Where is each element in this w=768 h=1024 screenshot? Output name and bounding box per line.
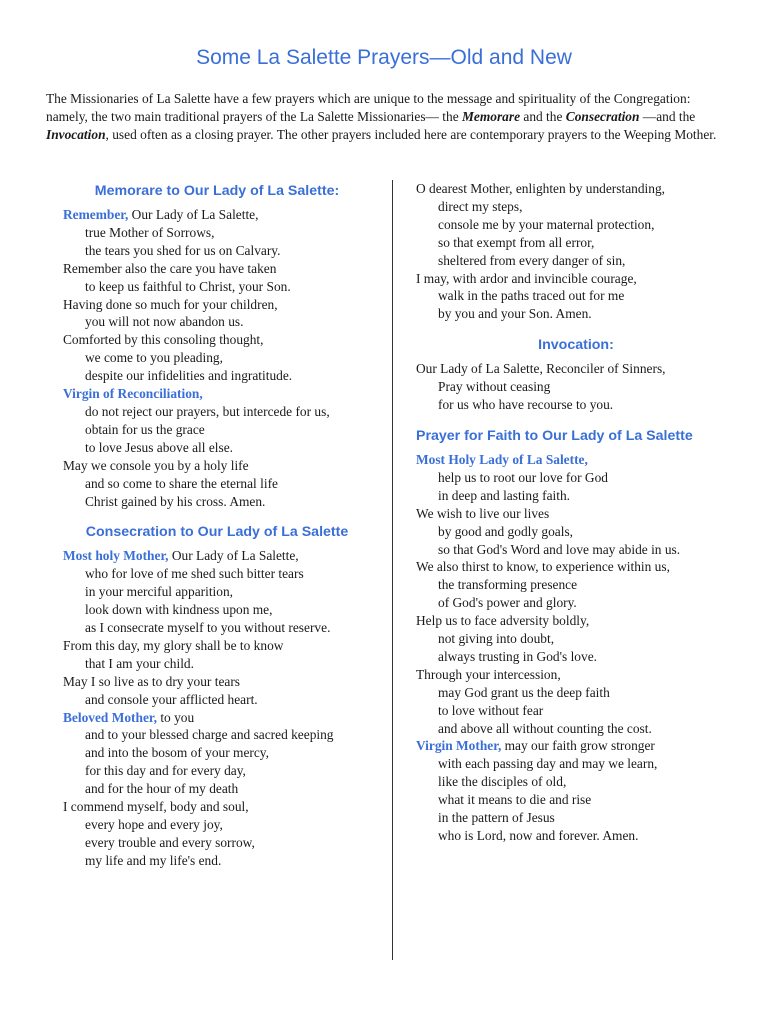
prayer-line: I may, with ardor and invincible courage, [416, 270, 637, 286]
prayer-line: to keep us faithful to Christ, your Son. [85, 278, 291, 294]
prayer-line: what it means to die and rise [438, 792, 592, 808]
prayer-line: O dearest Mother, enlighten by understanding, [416, 181, 665, 196]
invocation-prayer [416, 360, 736, 414]
intro-invocation-term: Invocation [46, 127, 106, 142]
prayer-line: direct my steps, [438, 198, 523, 214]
prayer-text: may our faith grow stronger [501, 738, 655, 754]
prayer-line: we come to you pleading, [85, 350, 223, 366]
prayer-line: you will not now abandon us. [85, 314, 244, 330]
prayer-line: may God grant us the deep faith [438, 684, 610, 700]
intro-text: , used often as a closing prayer. The other prayers included here are contemporary prayers to the Weeping Mother. [105, 127, 717, 142]
prayer-line [416, 737, 736, 755]
faith-prayer [416, 451, 736, 845]
prayer-line: by good and godly goals, [438, 523, 574, 539]
column-divider [392, 180, 393, 960]
page-title: Some La Salette Prayers—Old and New [196, 46, 572, 69]
prayer-line: in your merciful apparition, [85, 584, 233, 600]
prayer-line [63, 709, 381, 727]
prayer-line: the transforming presence [438, 577, 578, 593]
prayer-line: for us who have recourse to you. [438, 397, 614, 413]
prayer-line: console me by your maternal protection, [438, 216, 655, 232]
prayer-line: Comforted by this consoling thought, [63, 332, 264, 348]
prayer-line: every hope and every joy, [85, 817, 223, 832]
right-column [416, 176, 736, 845]
prayer-line: the tears you shed for us on Calvary. [85, 242, 281, 258]
prayer-line: We also thirst to know, to experience within us, [416, 559, 670, 575]
consecration-prayer-part2 [416, 176, 736, 323]
prayer-lead: Virgin Mother, [416, 738, 502, 754]
consecration-prayer-part1 [63, 547, 381, 869]
prayer-line: as I consecrate myself to you without reserve. [85, 620, 331, 636]
prayer-line: sheltered from every danger of sin, [438, 252, 626, 268]
prayer-line: and so come to share the eternal life [85, 475, 278, 491]
prayer-line: who for love of me shed such bitter tears [85, 566, 304, 582]
prayer-line [63, 385, 381, 403]
prayer-line: not giving into doubt, [438, 631, 555, 647]
invocation-heading: Invocation: [538, 337, 614, 354]
prayer-line: so that God's Word and love may abide in us. [438, 541, 681, 557]
prayer-line: despite our infidelities and ingratitude. [85, 368, 293, 384]
memorare-heading: Memorare to Our Lady of La Salette: [94, 183, 340, 199]
prayer-line: Having done so much for your children, [63, 296, 278, 312]
intro-text: The Missionaries of La Salette have a few prayers which are unique to the message and spirituality of the Congregation: namely, the two main traditional prayers of the La Salette Missionaries— the [46, 91, 691, 124]
prayer-line: who is Lord, now and forever. Amen. [438, 828, 639, 843]
left-column [63, 176, 381, 870]
prayer-line: by you and your Son. Amen. [438, 306, 592, 322]
prayer-lead: Virgin of Reconciliation, [63, 386, 203, 402]
prayer-line: true Mother of Sorrows, [85, 224, 215, 240]
prayer-line: Help us to face adversity boldly, [416, 613, 590, 629]
prayer-lead: Beloved Mother, [63, 709, 157, 725]
prayer-line: every trouble and every sorrow, [85, 834, 255, 850]
intro-paragraph [46, 90, 726, 144]
prayer-line: Our Lady of La Salette, Reconciler of Sinners, [416, 361, 666, 377]
intro-consecration-term: Consecration [565, 109, 640, 124]
prayer-line: my life and my life's end. [85, 852, 222, 868]
faith-prayer-heading: Prayer for Faith to Our Lady of La Salette [416, 427, 693, 444]
prayer-line: Remember also the care you have taken [63, 260, 277, 276]
prayer-line: look down with kindness upon me, [85, 602, 273, 618]
prayer-line: We wish to live our lives [416, 505, 550, 521]
prayer-line: Pray without ceasing [438, 379, 551, 395]
consecration-heading: Consecration to Our Lady of La Salette [85, 524, 349, 541]
prayer-line: I commend myself, body and soul, [63, 799, 249, 815]
prayer-line [63, 206, 381, 224]
prayer-text: Our Lady of La Salette, [128, 207, 259, 222]
prayer-line: Christ gained by his cross. Amen. [85, 493, 266, 509]
prayer-line: to love Jesus above all else. [85, 439, 234, 455]
prayer-line: always trusting in God's love. [438, 648, 597, 664]
prayer-line: and above all without counting the cost. [438, 720, 652, 736]
prayer-line: help us to root our love for God [438, 469, 608, 485]
memorare-prayer [63, 206, 381, 510]
prayer-line: walk in the paths traced out for me [438, 288, 625, 304]
prayer-line: for this day and for every day, [85, 763, 246, 779]
prayer-lead: Most Holy Lady of La Salette, [416, 451, 588, 467]
prayer-line: and into the bosom of your mercy, [85, 745, 269, 761]
prayer-line: of God's power and glory. [438, 595, 577, 611]
prayer-line: From this day, my glory shall be to know [63, 637, 284, 653]
prayer-line: in deep and lasting faith. [438, 487, 571, 503]
prayer-line: and for the hour of my death [85, 781, 239, 797]
intro-text: —and the [639, 109, 696, 124]
prayer-line: do not reject our prayers, but intercede for us, [85, 403, 330, 419]
prayer-line: that I am your child. [85, 655, 194, 671]
prayer-line: in the pattern of Jesus [438, 810, 555, 826]
prayer-lead: Remember, [63, 207, 129, 222]
prayer-line: Through your intercession, [416, 666, 561, 682]
prayer-line [416, 451, 736, 469]
prayer-line: to love without fear [438, 702, 544, 718]
prayer-line: May we console you by a holy life [63, 457, 249, 473]
intro-memorare-term: Memorare [462, 109, 521, 124]
prayer-text: to you [156, 709, 195, 725]
prayer-line: like the disciples of old, [438, 774, 567, 790]
prayer-text: Our Lady of La Salette, [168, 548, 299, 564]
prayer-lead: Most holy Mother, [63, 548, 169, 564]
prayer-line: obtain for us the grace [85, 421, 205, 437]
prayer-line: so that exempt from all error, [438, 234, 595, 250]
prayer-line [63, 547, 381, 565]
prayer-line: and to your blessed charge and sacred keeping [85, 727, 334, 743]
intro-text: and the [520, 109, 566, 124]
prayer-line: May I so live as to dry your tears [63, 673, 241, 689]
prayer-line: and console your afflicted heart. [85, 691, 258, 707]
prayer-line: with each passing day and may we learn, [438, 756, 658, 772]
